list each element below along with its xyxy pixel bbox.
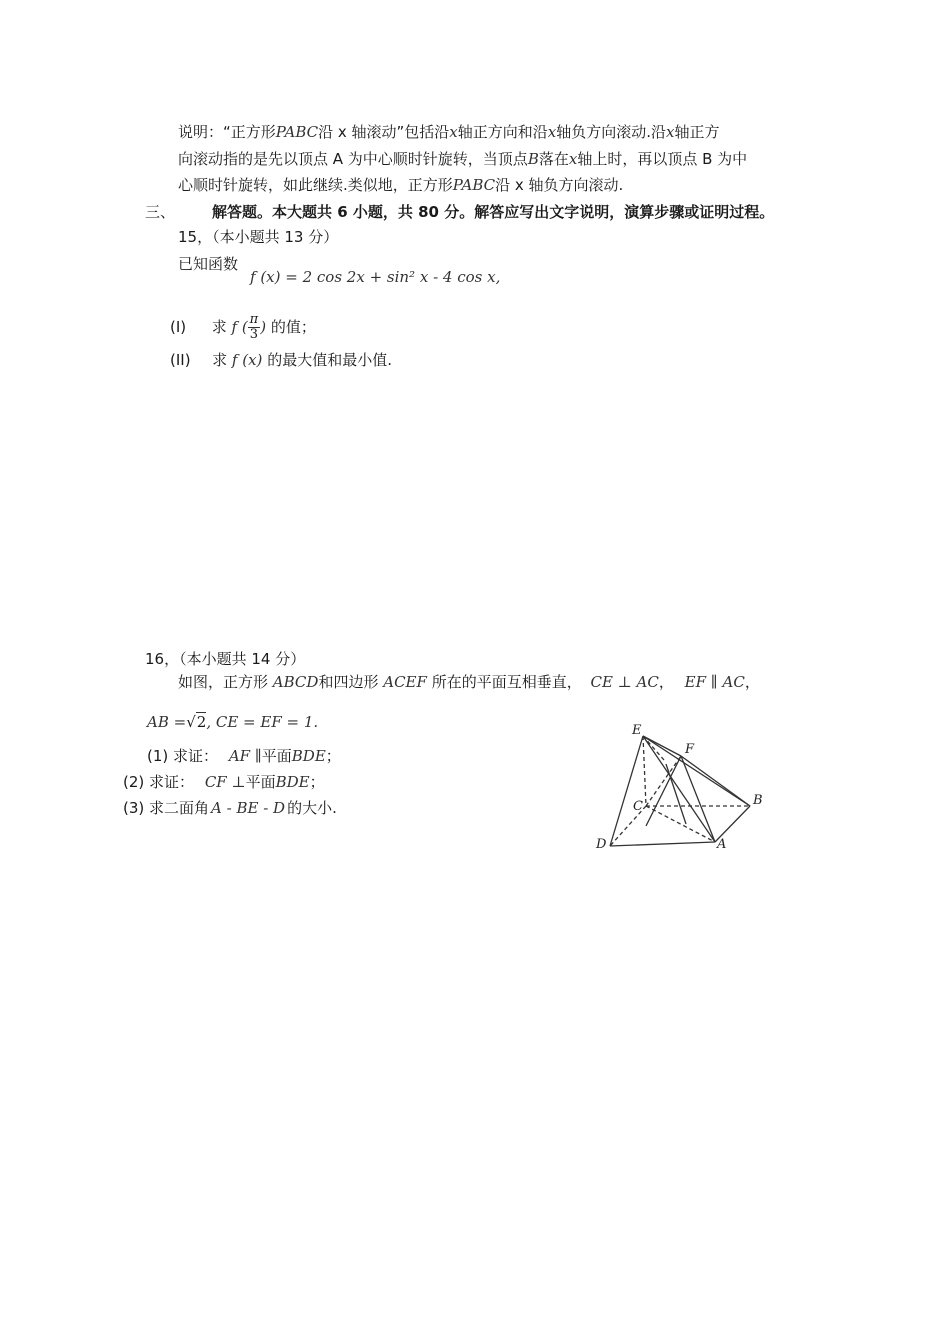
q16-text: ， [658, 673, 674, 691]
math-b: B [527, 150, 539, 168]
note-text: 沿 x 轴滚动”包括沿 [318, 123, 450, 141]
part-label: (II) [170, 351, 191, 369]
label-c: C [633, 799, 643, 814]
label-d: D [596, 837, 607, 852]
math-sqrt-2: √2 [186, 713, 207, 731]
math-ce-ef: , CE = EF = 1. [206, 713, 319, 731]
edge-ec [643, 736, 646, 806]
note-text: 落在 [538, 150, 569, 168]
math-x: x [568, 150, 578, 168]
math-af-parallel: AF ∥ [228, 747, 262, 765]
fraction-numerator: π [249, 312, 259, 327]
part-text: 的大小. [287, 799, 337, 817]
part-label: (1) 求证： [147, 747, 219, 765]
q16-part-3 [123, 798, 337, 818]
math-cf-perp: CF ⊥ [204, 773, 246, 791]
note-text: 轴正方向和沿 [457, 123, 548, 141]
part-text: ； [309, 773, 325, 791]
note-text: 说明：“正方形 [178, 123, 276, 141]
q16-text: 所在的平面互相垂直， [431, 673, 582, 691]
q15-part-1 [170, 313, 316, 342]
math-x: x [547, 123, 557, 141]
part-label: (2) 求证： [123, 773, 195, 791]
note-text: 向滚动指的是先以顶点 A 为中心顺时针旋转，当顶点 [178, 150, 528, 168]
edge-ca [646, 806, 715, 842]
edge-de [610, 736, 643, 846]
q16-part-2 [123, 772, 325, 792]
math-paren: ) [260, 318, 267, 336]
math-abcd: ABCD [272, 673, 319, 691]
edge-da [610, 842, 715, 846]
label-b: B [753, 793, 763, 808]
note-text: 轴负方向滚动.沿 [556, 123, 667, 141]
q16-text: 如图，正方形 [178, 673, 269, 691]
edge-ea [643, 736, 715, 842]
q16-line-2 [147, 712, 318, 732]
part-text: 平面 [245, 773, 276, 791]
label-a: A [717, 837, 727, 852]
note-line-3 [178, 175, 623, 195]
math-bde: BDE [291, 747, 326, 765]
note-line-1 [178, 122, 720, 142]
math-ce-perp-ac: CE ⊥ AC [590, 673, 659, 691]
part-text: 的值； [270, 318, 316, 336]
note-text: 心顺时针旋转，如此继续.类似地，正方形 [178, 176, 453, 194]
math-pabc: PABC [275, 123, 319, 141]
math-ab-eq: AB = [147, 713, 187, 731]
math-ef-parallel-ac: EF ∥ AC [684, 673, 745, 691]
part-label: (3) 求二面角 [123, 799, 210, 817]
part-text: 的最大值和最小值. [267, 351, 392, 369]
part-text: ； [325, 747, 341, 765]
q16-text: ， [744, 673, 760, 691]
q15-part-2 [170, 350, 392, 370]
math-f: f ( [231, 318, 248, 336]
fraction-denominator: 3 [249, 327, 259, 342]
q15-header: 15，（本小题共 13 分） [178, 228, 339, 246]
label-e: E [632, 723, 642, 738]
geometry-figure [588, 716, 778, 886]
section-title: 解答题。本大题共 6 小题，共 80 分。解答应写出文字说明，演算步骤或证明过程。 [212, 203, 775, 221]
part-text: 求 [211, 318, 227, 336]
math-x: x [666, 123, 675, 141]
part-label: (I) [170, 318, 187, 336]
radicand: 2 [196, 713, 207, 731]
q16-header: 16，（本小题共 14 分） [145, 650, 306, 668]
math-f-of-x: f (x) [231, 351, 263, 369]
math-bde: BDE [275, 773, 310, 791]
q15-formula: f (x) = 2 cos 2x + sin² x - 4 cos x, [250, 268, 501, 286]
section-number: 三、 [145, 203, 176, 221]
fraction-pi-over-3 [248, 313, 261, 342]
label-f: F [685, 742, 695, 757]
q15-intro: 已知函数 [178, 255, 239, 273]
edge-cf [646, 756, 681, 806]
part-text: 平面 [261, 747, 292, 765]
q16-text: 和四边形 [318, 673, 379, 691]
math-x: x [449, 123, 458, 141]
note-text: 轴上时，再以顶点 B 为中 [577, 150, 748, 168]
q16-part-1 [147, 746, 341, 766]
math-acef: ACEF [383, 673, 427, 691]
part-text: 求 [212, 351, 228, 369]
math-a-be-d: A - BE - D [211, 799, 286, 817]
q16-line-1 [178, 672, 760, 692]
note-text: 沿 x 轴负方向滚动. [495, 176, 624, 194]
note-text: 轴正方 [674, 123, 720, 141]
math-pabc: PABC [452, 176, 496, 194]
note-line-2 [178, 149, 747, 169]
